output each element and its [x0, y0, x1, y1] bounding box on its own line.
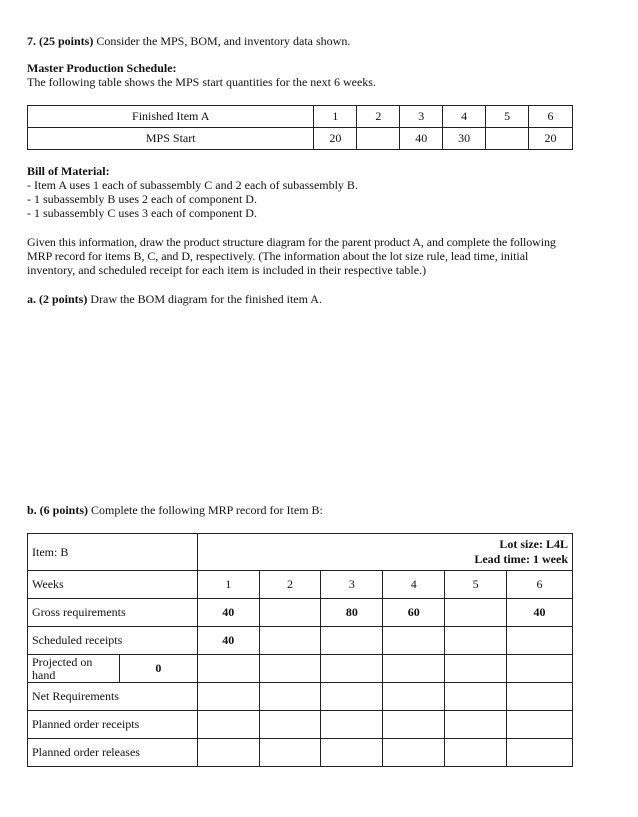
gross-requirement-cell[interactable]: 40 [197, 599, 259, 627]
gross-requirement-cell[interactable]: 80 [321, 599, 383, 627]
week-number: 5 [445, 571, 507, 599]
gross-requirement-cell[interactable] [259, 599, 321, 627]
net-requirement-cell[interactable] [259, 683, 321, 711]
net-requirement-cell[interactable] [383, 683, 445, 711]
scheduled-receipt-cell[interactable] [321, 627, 383, 655]
mps-table [27, 105, 573, 150]
scheduled-receipt-cell[interactable]: 40 [197, 627, 259, 655]
gross-requirement-cell[interactable] [445, 599, 507, 627]
mps-week: 3 [400, 106, 443, 128]
planned-order-receipts-row [28, 711, 573, 739]
scheduled-receipt-cell[interactable] [507, 627, 573, 655]
projected-label-line: Projected on [32, 654, 93, 669]
mps-week: 5 [486, 106, 529, 128]
gross-requirements-row [28, 599, 573, 627]
part-b [27, 503, 587, 517]
planned-order-receipts-label: Planned order receipts [28, 711, 198, 739]
question-number: 7. [27, 34, 36, 48]
net-requirement-cell[interactable] [197, 683, 259, 711]
net-requirement-cell[interactable] [507, 683, 573, 711]
mps-week: 4 [443, 106, 486, 128]
net-requirement-cell[interactable] [445, 683, 507, 711]
mps-start-label: MPS Start [28, 128, 314, 150]
mps-start-value: 30 [443, 128, 486, 150]
net-requirements-row [28, 683, 573, 711]
mps-start-value: 20 [529, 128, 573, 150]
bom-item: - Item A uses 1 each of subassembly C and 2 each of subassembly B. [27, 178, 358, 192]
gross-requirements-label: Gross requirements [28, 599, 198, 627]
mrp-table [27, 533, 573, 767]
weeks-label: Weeks [28, 571, 198, 599]
instructions-line: Given this information, draw the product structure diagram for the parent product A, and complete the following [27, 235, 556, 249]
week-number: 2 [259, 571, 321, 599]
lot-size: Lot size: L4L [499, 537, 568, 551]
planned-order-receipt-cell[interactable] [259, 711, 321, 739]
bom-item: - 1 subassembly B uses 2 each of component D. [27, 192, 257, 206]
mps-start-value: 40 [400, 128, 443, 150]
mps-item-label: Finished Item A [28, 106, 314, 128]
initial-on-hand: 0 [119, 655, 197, 683]
scheduled-receipt-cell[interactable] [259, 627, 321, 655]
mrp-item-params [197, 534, 572, 571]
planned-order-releases-label: Planned order releases [28, 739, 198, 767]
planned-order-receipt-cell[interactable] [321, 711, 383, 739]
mps-week: 1 [314, 106, 357, 128]
mps-description: The following table shows the MPS start quantities for the next 6 weeks. [27, 75, 376, 89]
scheduled-receipt-cell[interactable] [445, 627, 507, 655]
planned-order-release-cell[interactable] [259, 739, 321, 767]
week-number: 4 [383, 571, 445, 599]
scheduled-receipts-row [28, 627, 573, 655]
planned-order-release-cell[interactable] [197, 739, 259, 767]
projected-on-hand-row [28, 655, 573, 683]
planned-order-release-cell[interactable] [321, 739, 383, 767]
planned-order-release-cell[interactable] [445, 739, 507, 767]
mps-header-row [28, 106, 573, 128]
mrp-header-row [28, 534, 573, 571]
part-a-label: a. (2 points) [27, 292, 88, 306]
question-header [27, 34, 587, 48]
part-a [27, 292, 587, 306]
projected-on-hand-cell[interactable] [197, 655, 259, 683]
week-number: 1 [197, 571, 259, 599]
mps-heading: Master Production Schedule: [27, 61, 177, 75]
net-requirement-cell[interactable] [321, 683, 383, 711]
planned-order-releases-row [28, 739, 573, 767]
gross-requirement-cell[interactable]: 60 [383, 599, 445, 627]
question-points: (25 points) [39, 34, 94, 48]
planned-order-receipt-cell[interactable] [507, 711, 573, 739]
projected-on-hand-cell[interactable] [445, 655, 507, 683]
mps-start-value [486, 128, 529, 150]
instructions-line: inventory, and scheduled receipt for each item is included in their respective table.) [27, 263, 427, 277]
lead-time: Lead time: 1 week [474, 552, 568, 566]
projected-on-hand-cell[interactable] [507, 655, 573, 683]
net-requirements-label: Net Requirements [28, 683, 198, 711]
mps-start-row [28, 128, 573, 150]
scheduled-receipt-cell[interactable] [383, 627, 445, 655]
projected-on-hand-cell[interactable] [383, 655, 445, 683]
planned-order-receipt-cell[interactable] [445, 711, 507, 739]
mps-start-value [357, 128, 400, 150]
question-text: Consider the MPS, BOM, and inventory data shown. [96, 34, 351, 48]
planned-order-release-cell[interactable] [383, 739, 445, 767]
planned-order-receipt-cell[interactable] [383, 711, 445, 739]
week-number: 6 [507, 571, 573, 599]
week-number: 3 [321, 571, 383, 599]
gross-requirement-cell[interactable]: 40 [507, 599, 573, 627]
mrp-weeks-row [28, 571, 573, 599]
projected-on-hand-cell[interactable] [259, 655, 321, 683]
mps-start-value: 20 [314, 128, 357, 150]
projected-label-line: hand [32, 667, 56, 682]
projected-on-hand-label [28, 655, 120, 683]
mrp-item-label: Item: B [28, 534, 198, 571]
bom-item: - 1 subassembly C uses 3 each of component D. [27, 206, 257, 220]
mps-week: 2 [357, 106, 400, 128]
planned-order-release-cell[interactable] [507, 739, 573, 767]
instructions-line: MRP record for items B, C, and D, respectively. (The information about the lot size rule, lead time, initial [27, 249, 529, 263]
part-b-label: b. (6 points) [27, 503, 89, 517]
planned-order-receipt-cell[interactable] [197, 711, 259, 739]
scheduled-receipts-label: Scheduled receipts [28, 627, 198, 655]
part-a-text: Draw the BOM diagram for the finished item A. [90, 292, 322, 306]
part-b-text: Complete the following MRP record for Item B: [91, 503, 323, 517]
bom-heading: Bill of Material: [27, 164, 110, 178]
projected-on-hand-cell[interactable] [321, 655, 383, 683]
mps-week: 6 [529, 106, 573, 128]
